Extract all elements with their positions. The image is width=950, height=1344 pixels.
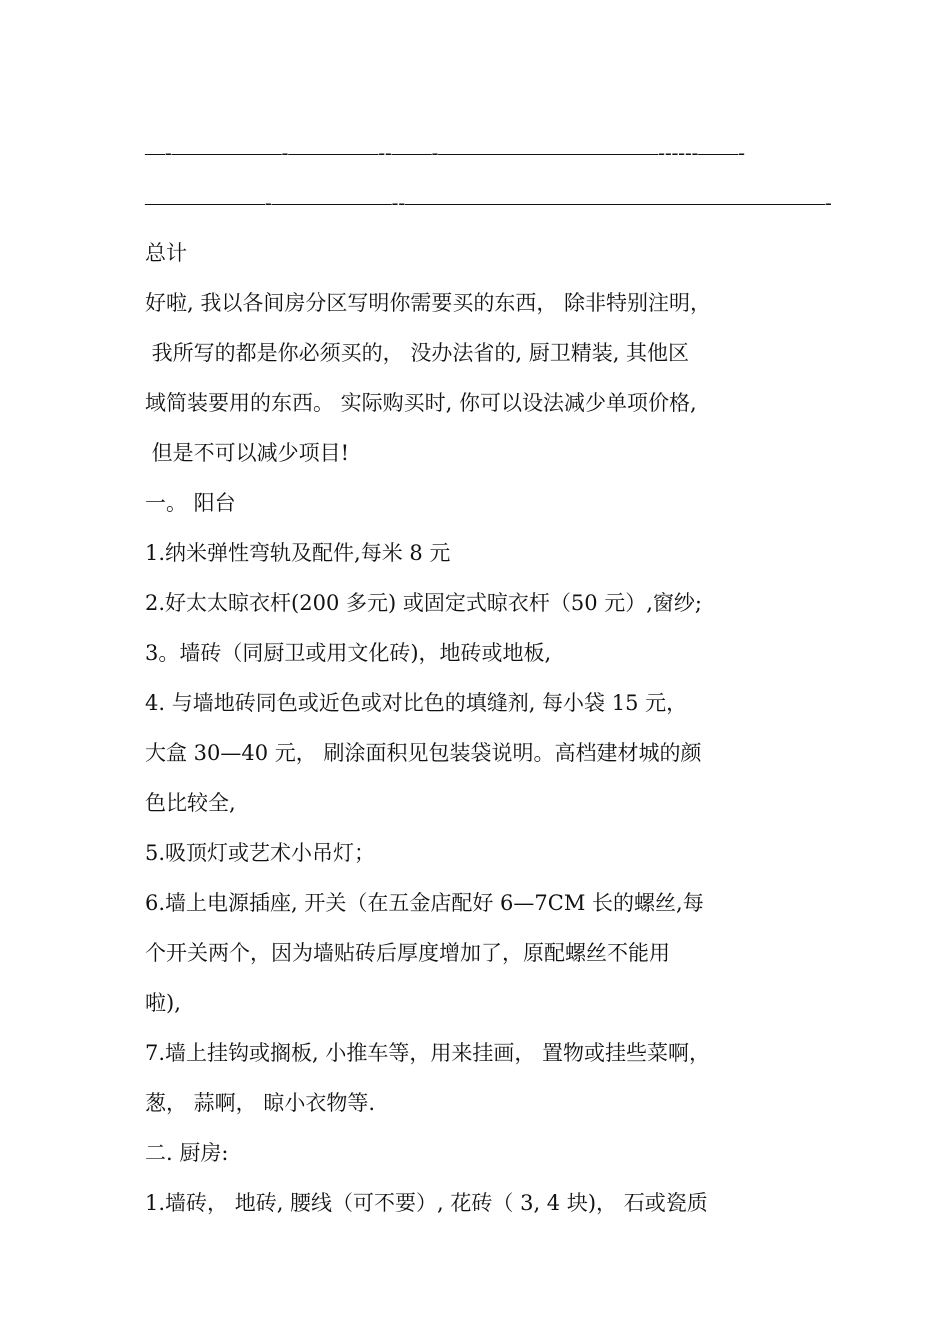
section-heading-kitchen: 二. 厨房: — [145, 1141, 229, 1165]
balcony-item-4-cont-2: 色比较全, — [145, 791, 236, 815]
balcony-item-2: 2.好太太晾衣杆(200 多元) 或固定式晾衣杆（50 元）,窗纱; — [145, 591, 703, 615]
intro-line-4: 但是不可以减少项目! — [145, 441, 350, 465]
balcony-item-7-cont: 葱， 蒜啊， 晾小衣物等. — [145, 1091, 376, 1115]
intro-line-3: 域简装要用的东西。 实际购买时, 你可以设法减少单项价格, — [145, 391, 697, 415]
balcony-item-4: 4. 与墙地砖同色或近色或对比色的填缝剂, 每小袋 15 元， — [145, 691, 688, 715]
intro-line-1: 好啦, 我以各间房分区写明你需要买的东西， 除非特别注明， — [145, 291, 712, 315]
balcony-item-6-cont-1: 个开关两个，因为墙贴砖后厚度增加了，原配螺丝不能用 — [145, 941, 670, 965]
intro-line-2: 我所写的都是你必须买的， 没办法省的, 厨卫精装, 其他区 — [145, 341, 690, 365]
balcony-item-7: 7.墙上挂钩或搁板, 小推车等，用来挂画， 置物或挂些菜啊， — [145, 1041, 711, 1065]
heading-total: 总计 — [145, 241, 187, 265]
separator-line-1: —-———–——-——–——--——-———————————------——- — [145, 142, 745, 164]
balcony-item-6-cont-2: 啦), — [145, 991, 181, 1015]
kitchen-item-1: 1.墙砖， 地砖, 腰线（可不要）, 花砖（ 3, 4 块)， 石或瓷质 — [145, 1191, 708, 1215]
document-body — [145, 128, 832, 1228]
balcony-item-1: 1.纳米弹性弯轨及配件,每米 8 元 — [145, 541, 451, 565]
balcony-item-5: 5.吸顶灯或艺术小吊灯； — [145, 841, 376, 865]
separator-line-2: ——————-——————--—————————————————————- — [145, 192, 832, 214]
balcony-item-4-cont-1: 大盒 30—40 元， 刷涂面积见包装袋说明。高档建材城的颜 — [145, 741, 702, 765]
balcony-item-3: 3。墙砖（同厨卫或用文化砖)，地砖或地板, — [145, 641, 552, 665]
section-heading-balcony: 一。 阳台 — [145, 491, 236, 515]
balcony-item-6: 6.墙上电源插座, 开关（在五金店配好 6—7CM 长的螺丝,每 — [145, 891, 704, 915]
